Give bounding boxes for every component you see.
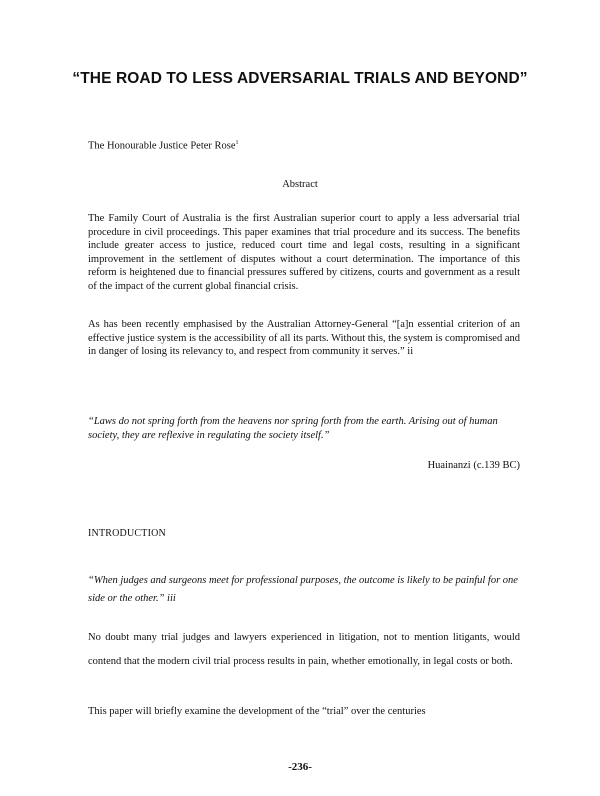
- attorney-general-paragraph: As has been recently emphasised by the Australian Attorney-General “[a]n essential criterion of an effective justice system is the accessibility of all its parts. Without this, the system is compromised and in danger of losing its relevancy to, and respect from community it serves.” ii: [88, 319, 520, 358]
- author-name: The Honourable Justice Peter Rose: [88, 140, 236, 152]
- abstract-body: The Family Court of Australia is the first Australian superior court to apply a less adversarial trial procedure in civil proceedings. This paper examines that trial procedure and its success. The benefits include greater access to justice, reduced court time and legal costs, resulting in a significant improvement in the settlement of disputes without a court determination. The importance of this reform is heightened due to financial pressures suffered by citizens, courts and government as a result of the impact of the current global financial crisis.: [88, 213, 520, 292]
- epigraph-quote: “Laws do not spring forth from the heavens nor spring forth from the earth. Arising out of human society, they are reflexive in regulating the society itself.”: [88, 416, 498, 441]
- paragraph-this-paper: This paper will briefly examine the development of the “trial” over the centuries: [88, 706, 426, 717]
- author-footnote-mark: 1: [235, 140, 239, 146]
- abstract-heading: Abstract: [282, 179, 318, 190]
- paragraph-no-doubt: No doubt many trial judges and lawyers experienced in litigation, not to mention litigants, would contend that the modern civil trial process results in pain, whether emotionally, in legal costs or both.: [88, 632, 520, 667]
- author-line: [88, 137, 239, 153]
- section-heading-introduction: INTRODUCTION: [88, 528, 166, 539]
- introduction-quote: “When judges and surgeons meet for professional purposes, the outcome is likely to be painful for one side or the other.” iii: [88, 575, 518, 604]
- epigraph-attribution: Huainanzi (c.139 BC): [427, 460, 520, 471]
- paper-title: “THE ROAD TO LESS ADVERSARIAL TRIALS AND BEYOND”: [72, 70, 528, 87]
- page-number: -236-: [288, 761, 312, 773]
